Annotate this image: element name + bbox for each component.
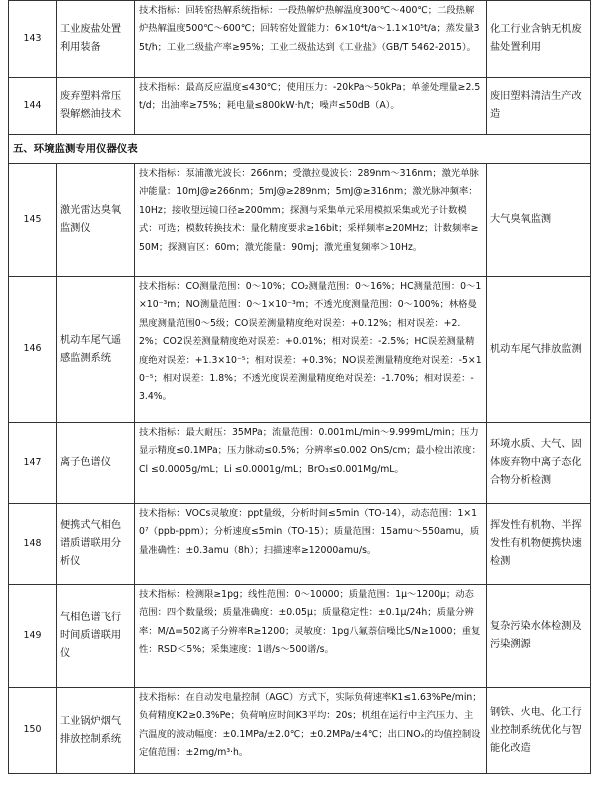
item-use: 废旧塑料清洁生产改造: [487, 78, 591, 135]
item-name: 机动车尾气遥感监测系统: [57, 277, 135, 423]
item-use: 钢铁、火电、化工行业控制系统优化与智能化改造: [487, 688, 591, 774]
item-spec: 技术指标：VOCs灵敏度：ppt量级，分析时间≤5min（TO-14），动态范围：1×10⁷（ppb-ppm）；分析速度≤5min（TO-15）；质量范围：15amu～550amu，质量准确性：±0.3amu（8h）；扫描速率≥12000amu/s。: [135, 504, 487, 585]
item-name: 离子色谱仪: [57, 423, 135, 504]
item-use: 挥发性有机物、半挥发性有机物便携快速检测: [487, 504, 591, 585]
item-spec: 技术指标：回转窑热解系统指标：一段热解炉热解温度300℃～400℃；二段热解炉热解温度500℃～600℃；回转窑处置能力：6×10⁴t/a～1.1×10⁵t/a；蒸发量35t/h；工业二级盐产率≥95%；工业二级盐达到《工业盐》（GB/T 5462-2015）。: [135, 1, 487, 78]
table-row: [9, 688, 591, 774]
table-row: [9, 585, 591, 688]
item-spec: 技术指标：最高反应温度≤430℃；使用压力：-20kPa～50kPa；单釜处理量≥2.5t/d；出油率≥75%；耗电量≤800kW·h/t；噪声≤50dB（A）。: [135, 78, 487, 135]
item-use: 机动车尾气排放监测: [487, 277, 591, 423]
table-row: [9, 1, 591, 78]
item-number: 149: [9, 585, 57, 688]
item-number: 146: [9, 277, 57, 423]
item-use: 环境水质、大气、固体废弃物中离子态化合物分析检测: [487, 423, 591, 504]
item-name: 便携式气相色谱质谱联用分析仪: [57, 504, 135, 585]
section-header-row: [9, 135, 591, 164]
item-spec: 技术指标：在自动发电量控制（AGC）方式下，实际负荷速率K1≤1.63%Pe/min；负荷精度K2≥0.3%Pe；负荷响应时间K3平均：20s；机组在运行中主汽压力、主汽温度的波动幅度：±0.1MPa/±2.0℃；±0.2MPa/±4℃；出口NOₓ的均值控制设定值范围：±2mg/m³·h。: [135, 688, 487, 774]
table-body-after: [9, 164, 591, 774]
item-number: 147: [9, 423, 57, 504]
table-row: [9, 423, 591, 504]
section-title: 五、环境监测专用仪器仪表: [9, 135, 591, 164]
item-spec: 技术指标：CO测量范围：0～10%；CO₂测量范围：0～16%；HC测量范围：0～1×10⁻³m；NO测量范围：0～1×10⁻³m；不透光度测量范围：0～100%；林格曼黑度测量范围0～5级；CO误差测量精度绝对误差：+0.12%；相对误差：+2.2%；CO2误差测量精度绝对误差：+0.01%；相对误差：-2.5%；HC误差测量精度绝对误差：+1.3×10⁻⁵；相对误差：+0.3%；NO误差测量精度绝对误差：-5×10⁻⁵；相对误差：1.8%；不透光度误差测量精度绝对误差：-1.70%；相对误差：-3.4%。: [135, 277, 487, 423]
item-spec: 技术指标：最大耐压：35MPa；流量范围：0.001mL/min～9.999mL/min；压力显示精度≤0.1MPa；压力脉动≤0.5%；分辨率≤0.002 OnS/cm；最小检出浓度：Cl ≤0.0005g/mL；Li ≤0.0001g/mL；BrO₃≤0.001Mg/mL。: [135, 423, 487, 504]
item-name: 工业锅炉烟气排放控制系统: [57, 688, 135, 774]
item-name: 工业废盐处置利用装备: [57, 1, 135, 78]
item-number: 150: [9, 688, 57, 774]
item-spec: 技术指标：检测限≥1pg；线性范围：0～10000；质量范围：1μ～1200μ；动态范围：四个数量级；质量准确度：±0.05μ；质量稳定性：±0.1μ/24h；质量分辨率：M/Δ=502离子分辨率R≥1200；灵敏度：1pg八氟萘信噪比S/N≥1000；重复性：RSD＜5%；采集速度：1谱/s～500谱/s。: [135, 585, 487, 688]
item-name: 激光雷达臭氧监测仪: [57, 164, 135, 277]
equipment-table: [8, 0, 591, 774]
item-number: 148: [9, 504, 57, 585]
table-row: [9, 504, 591, 585]
item-number: 144: [9, 78, 57, 135]
table-row: [9, 78, 591, 135]
table-body-before: [9, 1, 591, 135]
table-row: [9, 164, 591, 277]
item-use: 化工行业含钠无机废盐处置利用: [487, 1, 591, 78]
table-row: [9, 277, 591, 423]
item-name: 气相色谱飞行时间质谱联用仪: [57, 585, 135, 688]
item-name: 废弃塑料常压裂解燃油技术: [57, 78, 135, 135]
item-number: 145: [9, 164, 57, 277]
item-use: 复杂污染水体检测及污染溯源: [487, 585, 591, 688]
item-spec: 技术指标：泵浦激光波长：266nm；受激拉曼波长：289nm～316nm；激光单脉冲能量：10mJ@≥266nm；5mJ@≥289nm；5mJ@≥316nm；激光脉冲频率：10Hz；接收望远镜口径≥200mm；探测与采集单元采用模拟采集或光子计数模式：可选；模数转换技术：量化精度要求≥16bit；采样频率≥20MHz；计数频率≥50M；探测盲区：60m；激光能量：90mj；激光重复频率＞10Hz。: [135, 164, 487, 277]
item-number: 143: [9, 1, 57, 78]
item-use: 大气臭氧监测: [487, 164, 591, 277]
